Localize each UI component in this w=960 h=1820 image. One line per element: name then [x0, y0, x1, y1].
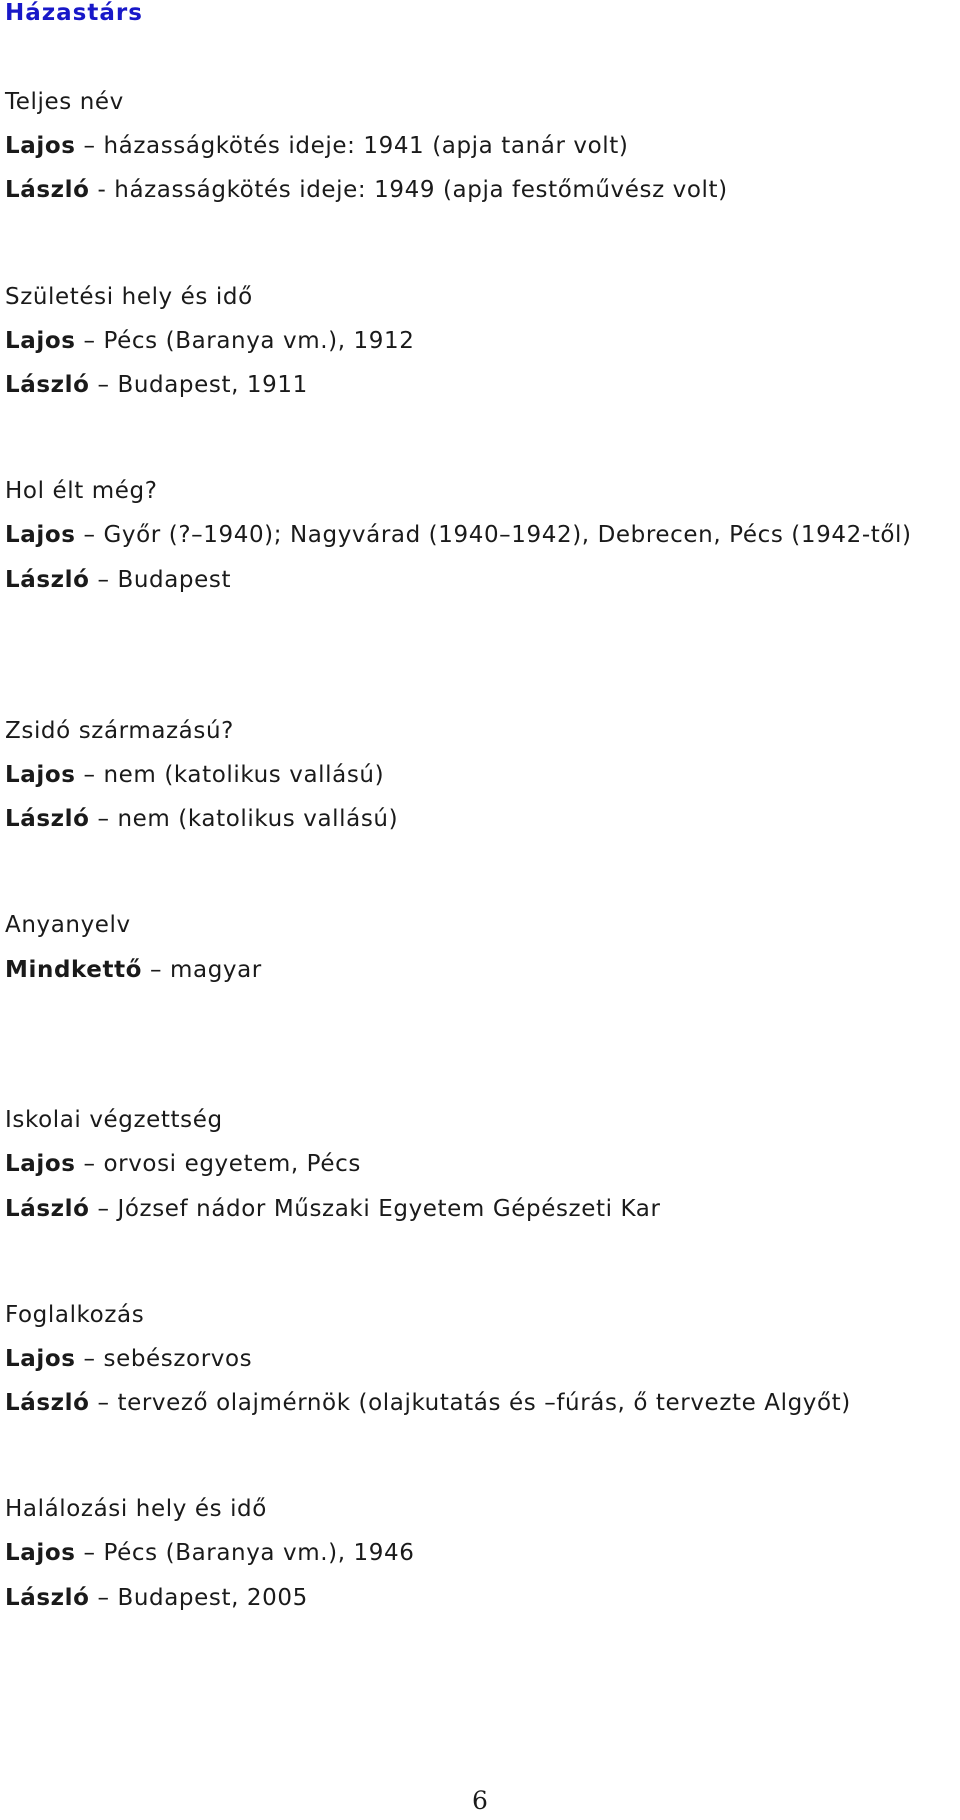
section-heading-jewish: Zsidó származású? [5, 718, 234, 744]
person-name: László [5, 177, 90, 203]
row-text: – orvosi egyetem, Pécs [75, 1151, 361, 1177]
row-text: - házasságkötés ideje: 1949 (apja festőművész volt) [89, 177, 728, 203]
occupation-row-laszlo [5, 1388, 851, 1418]
row-text: – Budapest, 1911 [89, 372, 308, 398]
person-name: Lajos [5, 133, 76, 159]
page-title: Házastárs [5, 0, 143, 26]
occupation-row-lajos [5, 1344, 252, 1374]
row-text: – József nádor Műszaki Egyetem Gépészeti Kar [89, 1196, 661, 1222]
death-row-laszlo [5, 1583, 308, 1613]
section-heading-name: Teljes név [5, 89, 124, 115]
birth-row-laszlo [5, 370, 308, 400]
person-name: László [5, 1585, 90, 1611]
jewish-row-lajos [5, 760, 384, 790]
row-text: – sebészorvos [75, 1346, 253, 1372]
person-name: Lajos [5, 1540, 76, 1566]
section-heading-language: Anyanyelv [5, 912, 131, 938]
row-text: – Budapest [89, 567, 232, 593]
language-row-both [5, 955, 262, 985]
section-heading-occupation: Foglalkozás [5, 1302, 145, 1328]
person-name: László [5, 806, 90, 832]
row-text: – Pécs (Baranya vm.), 1912 [75, 328, 415, 354]
person-name: Lajos [5, 522, 76, 548]
residence-row-laszlo [5, 565, 231, 595]
person-name: Mindkettő [5, 957, 143, 983]
residence-row-lajos [5, 520, 912, 550]
person-name: Lajos [5, 328, 76, 354]
page-number: 6 [472, 1786, 488, 1815]
row-text: – nem (katolikus vallású) [75, 762, 385, 788]
person-name: László [5, 1196, 90, 1222]
education-row-lajos [5, 1149, 361, 1179]
section-heading-education: Iskolai végzettség [5, 1107, 223, 1133]
jewish-row-laszlo [5, 804, 398, 834]
row-text: – tervező olajmérnök (olajkutatás és –fúrás, ő tervezte Algyőt) [89, 1390, 851, 1416]
row-text: – Pécs (Baranya vm.), 1946 [75, 1540, 415, 1566]
row-text: – nem (katolikus vallású) [89, 806, 399, 832]
person-name: Lajos [5, 1346, 76, 1372]
person-name: Lajos [5, 1151, 76, 1177]
row-text: – Győr (?–1940); Nagyvárad (1940–1942), Debrecen, Pécs (1942-től) [75, 522, 912, 548]
name-row-laszlo [5, 175, 728, 205]
section-heading-birth: Születési hely és idő [5, 284, 253, 310]
person-name: László [5, 567, 90, 593]
birth-row-lajos [5, 326, 414, 356]
person-name: Lajos [5, 762, 76, 788]
section-heading-death: Halálozási hely és idő [5, 1496, 267, 1522]
section-heading-residence: Hol élt még? [5, 478, 158, 504]
row-text: – Budapest, 2005 [89, 1585, 308, 1611]
row-text: – magyar [142, 957, 262, 983]
education-row-laszlo [5, 1194, 661, 1224]
person-name: László [5, 372, 90, 398]
person-name: László [5, 1390, 90, 1416]
name-row-lajos [5, 131, 628, 161]
death-row-lajos [5, 1538, 414, 1568]
row-text: – házasságkötés ideje: 1941 (apja tanár volt) [75, 133, 629, 159]
